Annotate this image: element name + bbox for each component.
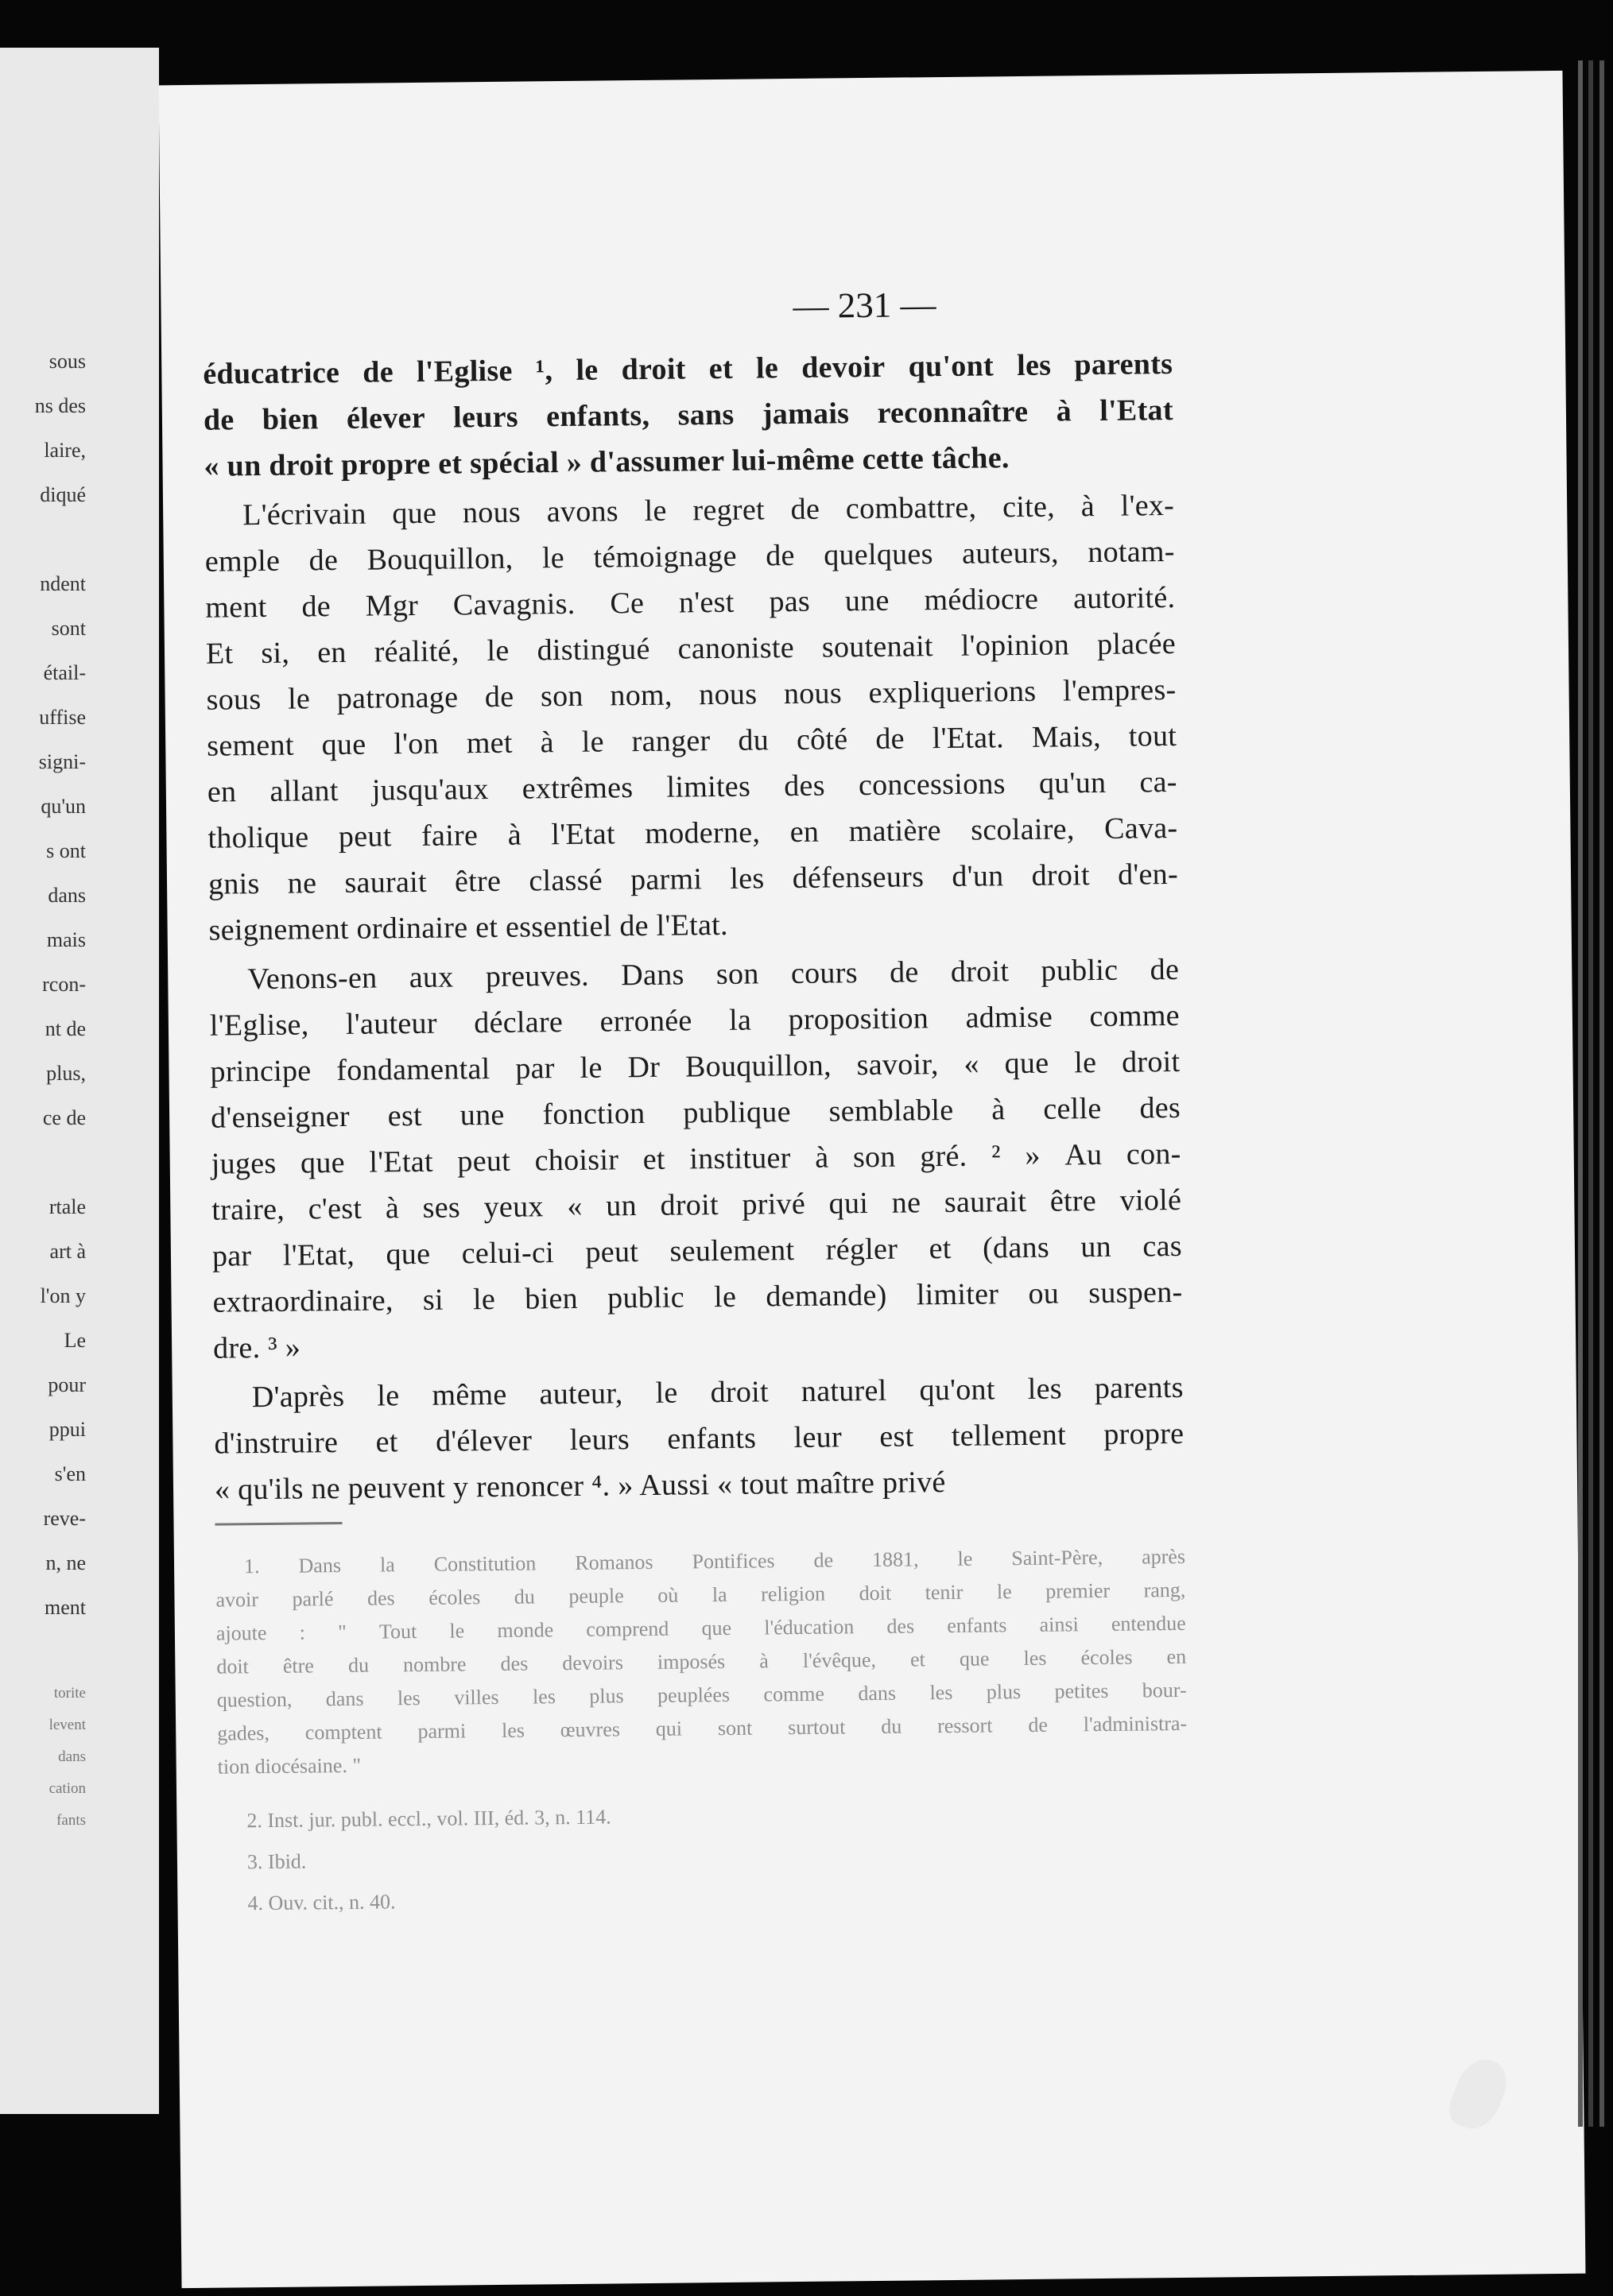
left-page-line: art à: [49, 1240, 86, 1263]
text-line: seignement ordinaire et essentiel de l'Etat.: [208, 908, 729, 947]
footnote-line: 2. Inst. jur. publ. eccl., vol. III, éd. 3, n. 114.: [246, 1805, 611, 1833]
text-line: tholique peut faire à l'Etat moderne, en matière scolaire, Cava-: [207, 811, 1178, 855]
book-page: [159, 71, 1586, 2288]
book-edge: [1588, 60, 1593, 2127]
text-line: Venons-en aux preuves. Dans son cours de droit public de: [247, 952, 1180, 997]
text-line: l'Eglise, l'auteur déclare erronée la proposition admise comme: [209, 998, 1181, 1043]
text-line: L'écrivain que nous avons le regret de combattre, cite, à l'ex-: [242, 488, 1175, 532]
text-line: extraordinaire, si le bien public le demande) limiter ou suspen-: [212, 1275, 1183, 1319]
text-line: D'après le même auteur, le droit naturel qu'ont les parents: [251, 1370, 1184, 1415]
text-line: « qu'ils ne peuvent y renoncer ⁴. » Aussi « tout maître privé: [214, 1465, 946, 1507]
text-line: juges que l'Etat peut choisir et instituer à son gré. ² » Au con-: [211, 1136, 1181, 1181]
left-page-line: uffise: [39, 706, 86, 729]
left-page-line: torite: [53, 1685, 86, 1702]
left-page-line: nt de: [45, 1017, 86, 1040]
left-page-line: laire,: [44, 439, 86, 462]
left-page-line: l'on y: [40, 1284, 86, 1307]
text-line: sous le patronage de son nom, nous nous expliquerions l'empres-: [206, 672, 1177, 717]
text-line: sement que l'on met à le ranger du côté de l'Etat. Mais, tout: [207, 718, 1177, 763]
text-line: « un droit propre et spécial » d'assumer lui-même cette tâche.: [204, 441, 1010, 483]
footnote-line: avoir parlé des écoles du peuple où la religion doit tenir le premier rang,: [215, 1578, 1186, 1612]
left-page-line: plus,: [46, 1062, 86, 1085]
text-line: de bien élever leurs enfants, sans jamais reconnaître à l'Etat: [203, 393, 1174, 437]
left-page-line: s'en: [54, 1462, 86, 1485]
left-page-line: ndent: [40, 572, 86, 595]
left-facing-page: [0, 48, 159, 2114]
paragraph: [209, 952, 1183, 1377]
book-edge: [1599, 60, 1604, 2127]
left-page-line: rtale: [48, 1195, 86, 1218]
left-page-line: qu'un: [41, 795, 86, 818]
footnote-line: gades, comptent parmi les œuvres qui sont surtout du ressort de l'administra-: [217, 1711, 1188, 1745]
footnote-line: 3. Ibid.: [246, 1849, 307, 1874]
left-page-line: Le: [64, 1329, 86, 1352]
text-line: dre. ³ »: [212, 1330, 301, 1365]
left-page-line: rcon-: [42, 973, 86, 996]
text-line: gnis ne saurait être classé parmi les défenseurs d'un droit d'en-: [207, 857, 1179, 901]
footnote-line: doit être du nombre des devoirs imposés à l'évêque, et que les écoles en: [216, 1644, 1187, 1678]
footnote-line: 1. Dans la Constitution Romanos Pontifices de 1881, le Saint-Père, après: [243, 1544, 1186, 1578]
footnote: [215, 1545, 1188, 1789]
footnote: [219, 1841, 1188, 1884]
left-page-line: ment: [45, 1596, 86, 1619]
text-line: d'enseigner est une fonction publique semblable à celle des: [210, 1090, 1181, 1135]
left-page-line: signi-: [38, 750, 86, 773]
text-line: par l'Etat, que celui-ci peut seulement régler et (dans un cas: [211, 1229, 1183, 1273]
page-number: — 231 —: [793, 285, 936, 326]
footnote-line: ajoute : " Tout le monde comprend que l'éducation des enfants ainsi entendue: [215, 1611, 1186, 1645]
left-page-line: dans: [58, 1748, 86, 1765]
left-page-line: dans: [48, 884, 86, 907]
left-page-line: s ont: [46, 839, 86, 862]
text-line: traire, c'est à ses yeux « un droit privé qui ne saurait être violé: [211, 1183, 1182, 1227]
left-page-line: ce de: [42, 1106, 86, 1129]
left-page-line: ns des: [34, 394, 86, 417]
left-page-line: sous: [48, 350, 86, 373]
paragraph: [203, 347, 1174, 495]
left-page-line: fants: [56, 1812, 86, 1829]
text-line: ment de Mgr Cavagnis. Ce n'est pas une médiocre autorité.: [205, 580, 1176, 625]
left-page-line: n, ne: [45, 1551, 86, 1574]
text-line: éducatrice de l'Eglise ¹, le droit et le devoir qu'ont les parents: [203, 347, 1173, 391]
left-page-line: reve-: [43, 1507, 86, 1530]
left-page-line: sont: [51, 617, 86, 640]
footnote: [219, 1882, 1188, 1926]
paragraph: [214, 1370, 1185, 1519]
text-line: emple de Bouquillon, le témoignage de quelques auteurs, notam-: [204, 534, 1175, 579]
paragraph: [204, 488, 1179, 959]
left-page-line: levent: [48, 1717, 86, 1733]
footnote-separator: [215, 1522, 342, 1526]
left-page-line: cation: [48, 1780, 86, 1797]
text-line: Et si, en réalité, le distingué canoniste soutenait l'opinion placée: [205, 626, 1177, 671]
text-line: d'instruire et d'élever leurs enfants leur est tellement propre: [214, 1416, 1185, 1461]
footnote-line: question, dans les villes les plus peuplées comme dans les plus petites bour-: [216, 1678, 1187, 1712]
book-edge: [1578, 60, 1583, 2127]
left-page-line: mais: [46, 928, 86, 951]
left-page-line: pour: [48, 1373, 86, 1396]
text-line: en allant jusqu'aux extrêmes limites des concessions qu'un ca-: [207, 765, 1177, 809]
left-page-line: diqué: [40, 483, 86, 506]
footnote: [218, 1799, 1188, 1843]
footnote-line: tion diocésaine. ": [217, 1753, 362, 1779]
left-page-line: étail-: [43, 661, 86, 684]
footnote-line: 4. Ouv. cit., n. 40.: [247, 1890, 396, 1915]
left-page-line: ppui: [48, 1418, 86, 1441]
text-line: principe fondamental par le Dr Bouquillon, savoir, « que le droit: [210, 1044, 1181, 1089]
